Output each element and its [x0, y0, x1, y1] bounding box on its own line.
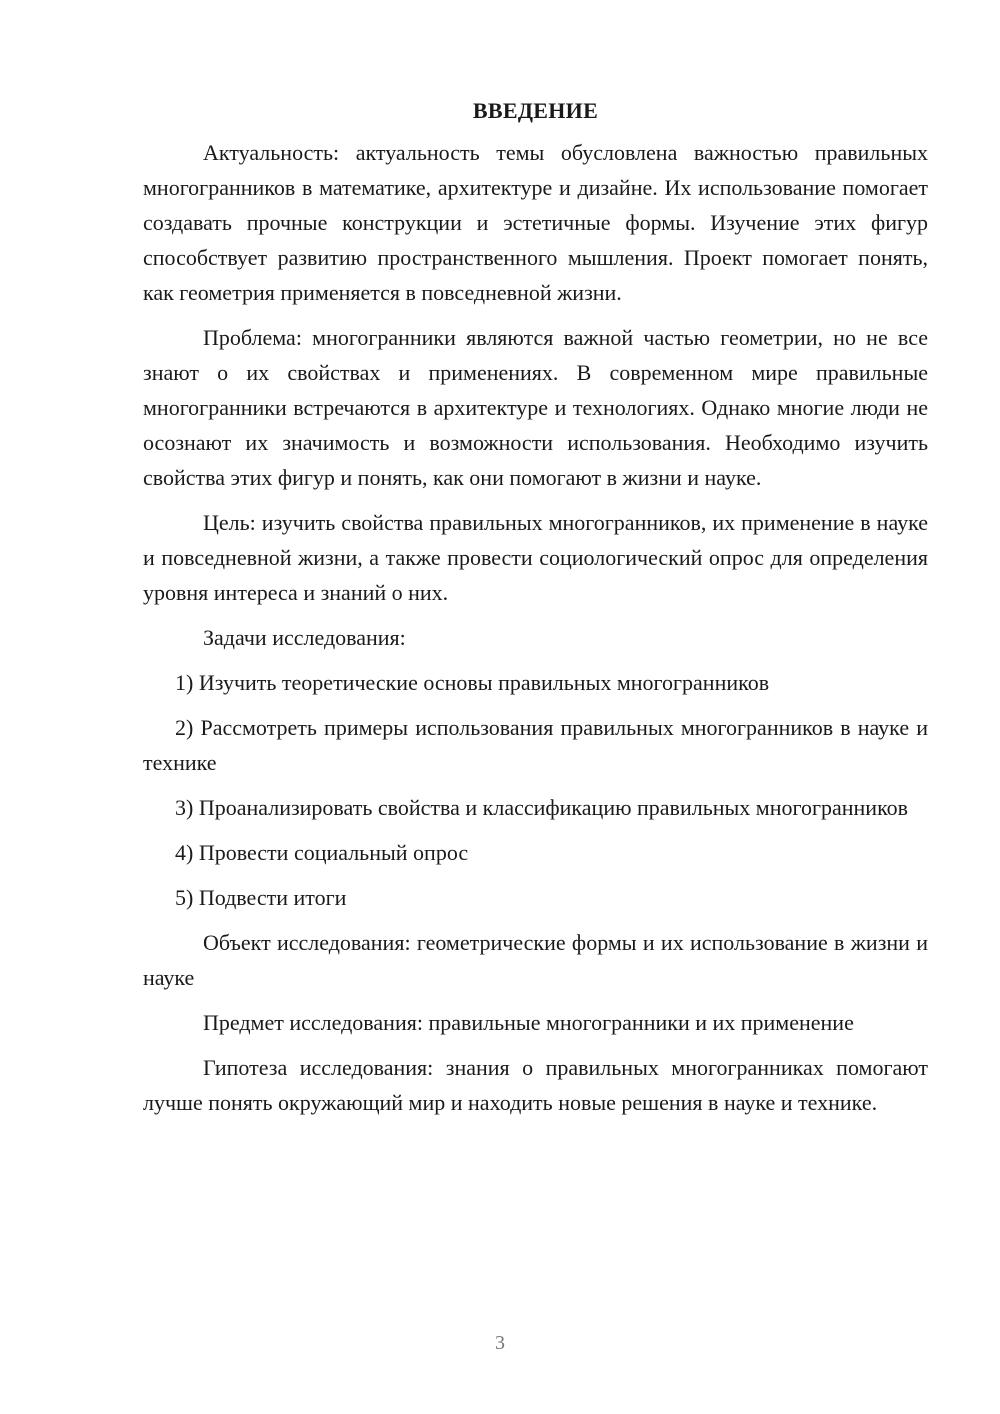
task-item-1: 1) Изучить теоретические основы правильных многогранников [175, 670, 770, 695]
task-item-5: 5) Подвести итоги [175, 885, 347, 910]
section-title: ВВЕДЕНИЕ [472, 98, 599, 123]
page-content [143, 93, 928, 1120]
paragraph-object: Объект исследования: геометрические формы и их использование в жизни и науке [143, 930, 928, 990]
task-item-3: 3) Проанализировать свойства и классификацию правильных многогранников [175, 795, 909, 820]
paragraph-problem: Проблема: многогранники являются важной частью геометрии, но не все знают о их свойствах и применениях. В современном мире правильные многогранники встречаются в архитектуре и технологиях. Однако многие люди не осознают их значимость и возможности использования. Необходимо изучить свойства этих фигур и понять, как они помогают в жизни и науке. [143, 325, 928, 490]
task-item-4: 4) Провести социальный опрос [175, 840, 469, 865]
paragraph-tasks-heading: Задачи исследования: [203, 625, 406, 650]
paragraph-relevance: Актуальность: актуальность темы обусловлена важностью правильных многогранников в математике, архитектуре и дизайне. Их использование помогает создавать прочные конструкции и эстетичные формы. Изучение этих фигур способствует развитию пространственного мышления. Проект помогает понять, как геометрия применяется в повседневной жизни. [143, 140, 928, 305]
page-number: 3 [495, 1332, 505, 1354]
paragraph-hypothesis: Гипотеза исследования: знания о правильных многогранниках помогают лучше понять окружающий мир и находить новые решения в науке и технике. [143, 1055, 928, 1115]
task-item-2: 2) Рассмотреть примеры использования правильных многогранников в науке и технике [143, 715, 928, 775]
paragraph-subject: Предмет исследования: правильные многогранники и их применение [203, 1010, 854, 1035]
paragraph-goal: Цель: изучить свойства правильных многогранников, их применение в науке и повседневной жизни, а также провести социологический опрос для определения уровня интереса и знаний о них. [143, 510, 928, 605]
